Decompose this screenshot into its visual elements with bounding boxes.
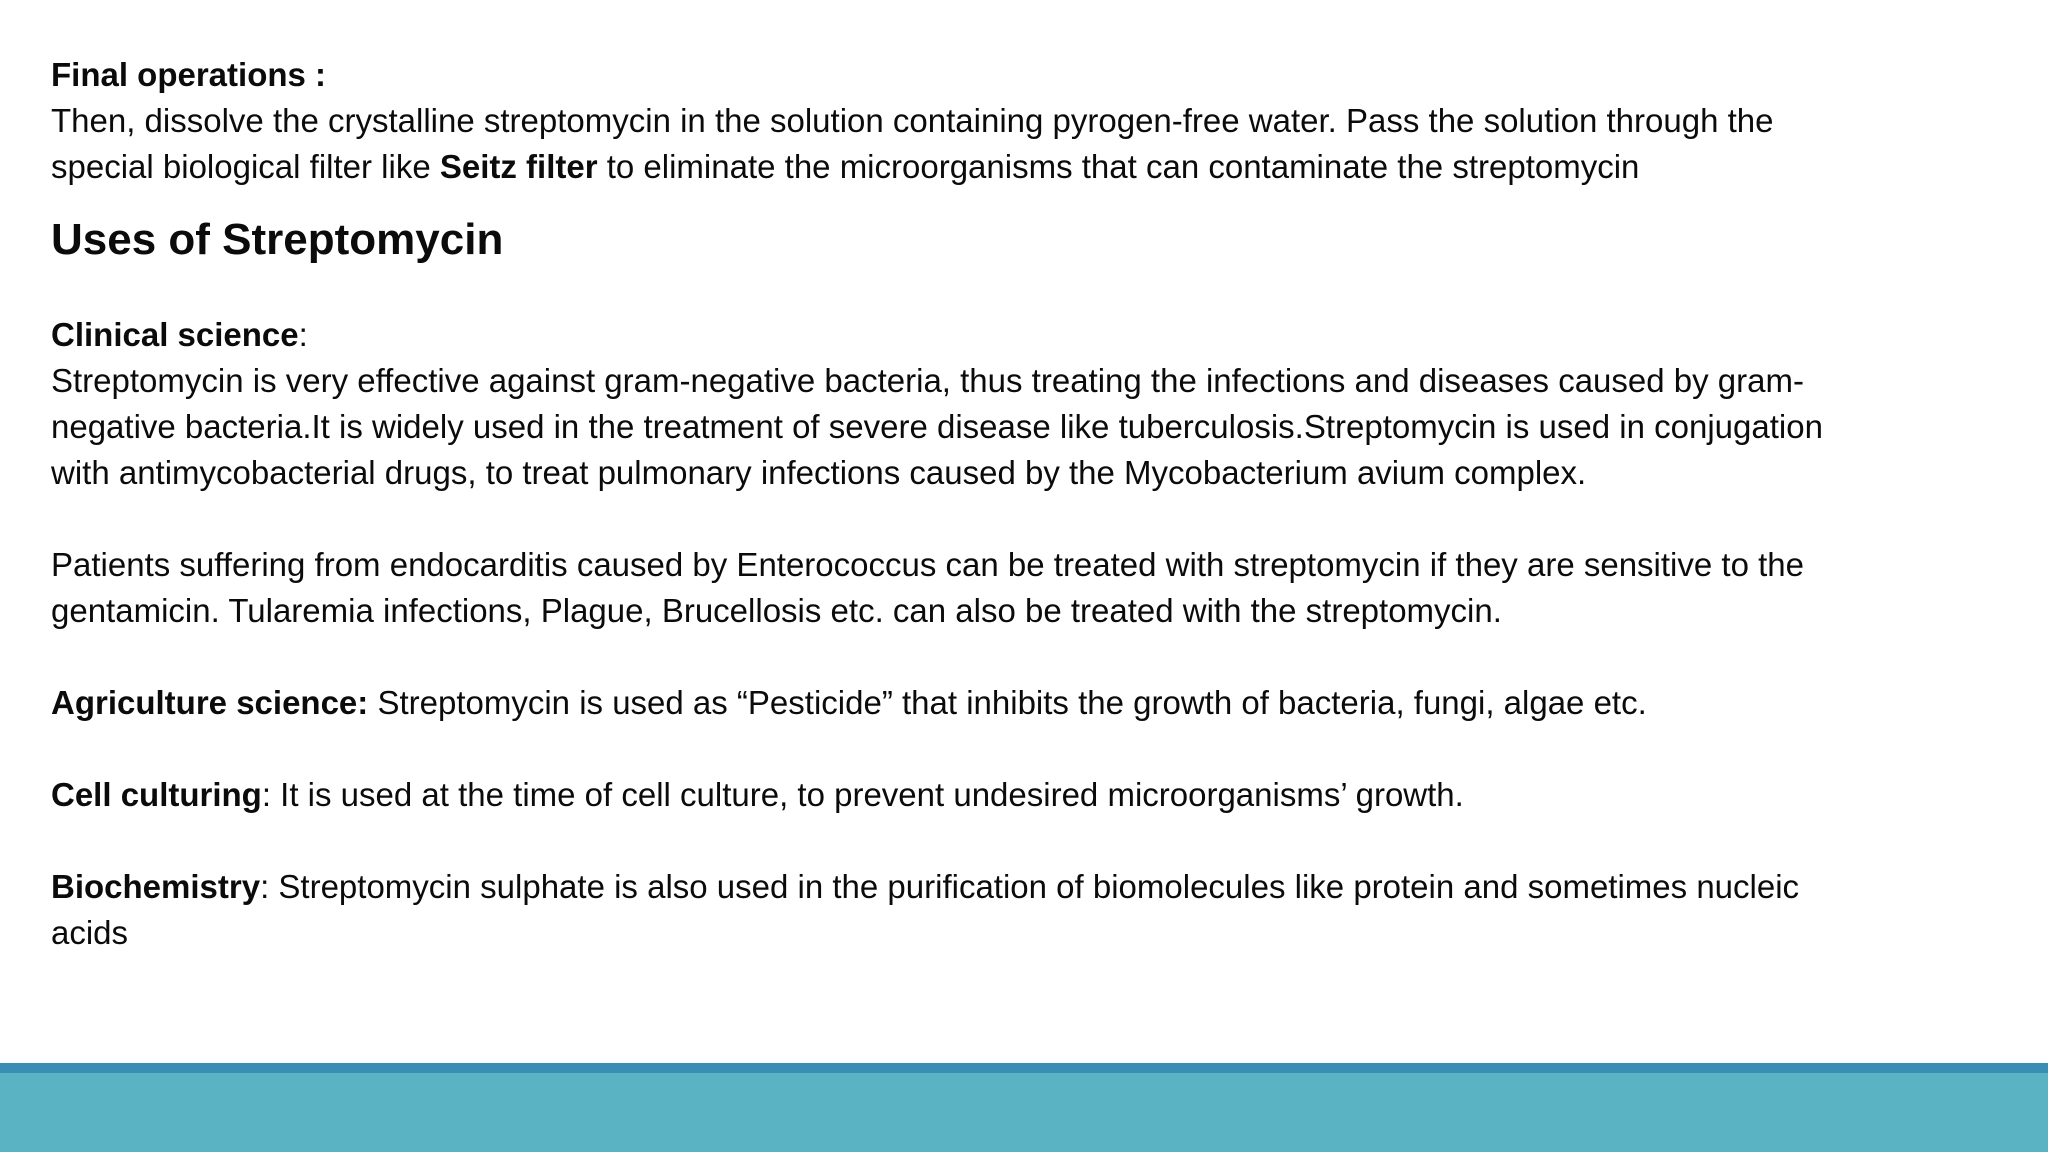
clinical-science-label-line xyxy=(51,312,2011,358)
biochemistry-paragraph xyxy=(51,864,2011,910)
spacer xyxy=(51,190,2011,214)
clinical-line-3: with antimycobacterial drugs, to treat pulmonary infections caused by the Mycobacterium avium complex. xyxy=(51,454,1587,491)
cell-culturing-text: : It is used at the time of cell culture, to prevent undesired microorganisms’ growth. xyxy=(261,776,1464,813)
clinical-line-2: negative bacteria.It is widely used in the treatment of severe disease like tuberculosis.Streptomycin is used in conjugation xyxy=(51,408,1823,445)
final-operations-line-1: Then, dissolve the crystalline streptomycin in the solution containing pyrogen-free water. Pass the solution through the xyxy=(51,102,1774,139)
final-operations-label: Final operations : xyxy=(51,56,327,93)
spacer xyxy=(51,726,2011,772)
spacer xyxy=(51,818,2011,864)
cell-culturing-paragraph xyxy=(51,772,2011,818)
footer-band xyxy=(0,1073,2048,1152)
clinical-line-5: gentamicin. Tularemia infections, Plague, Brucellosis etc. can also be treated with the streptomycin. xyxy=(51,592,1502,629)
cell-culturing-label: Cell culturing xyxy=(51,776,262,813)
agriculture-science-label: Agriculture science: xyxy=(51,684,369,721)
biochemistry-label: Biochemistry xyxy=(51,868,261,905)
spacer xyxy=(51,290,2011,312)
slide-content xyxy=(51,52,2011,956)
seitz-filter-term: Seitz filter xyxy=(439,148,598,185)
agriculture-text: Streptomycin is used as “Pesticide” that inhibits the growth of bacteria, fungi, algae etc. xyxy=(368,684,1647,721)
spacer xyxy=(51,266,2011,290)
final-operations-text-pre: special biological filter like xyxy=(51,148,440,185)
final-operations-line-2 xyxy=(51,144,2011,190)
agriculture-paragraph xyxy=(51,680,2011,726)
final-operations-text-post: to eliminate the microorganisms that can contaminate the streptomycin xyxy=(597,148,1640,185)
clinical-line-1: Streptomycin is very effective against gram-negative bacteria, thus treating the infections and diseases caused by gram- xyxy=(51,362,1804,399)
biochemistry-line-2: acids xyxy=(51,914,129,951)
clinical-science-label: Clinical science xyxy=(51,316,299,353)
spacer xyxy=(51,634,2011,680)
spacer xyxy=(51,496,2011,542)
uses-heading: Uses of Streptomycin xyxy=(51,215,504,264)
footer-accent-line xyxy=(0,1063,2048,1073)
clinical-line-4: Patients suffering from endocarditis caused by Enterococcus can be treated with streptomycin if they are sensitive to the xyxy=(51,546,1804,583)
clinical-science-colon: : xyxy=(298,316,308,353)
biochemistry-text: : Streptomycin sulphate is also used in the purification of biomolecules like protein and sometimes nucleic xyxy=(260,868,1800,905)
